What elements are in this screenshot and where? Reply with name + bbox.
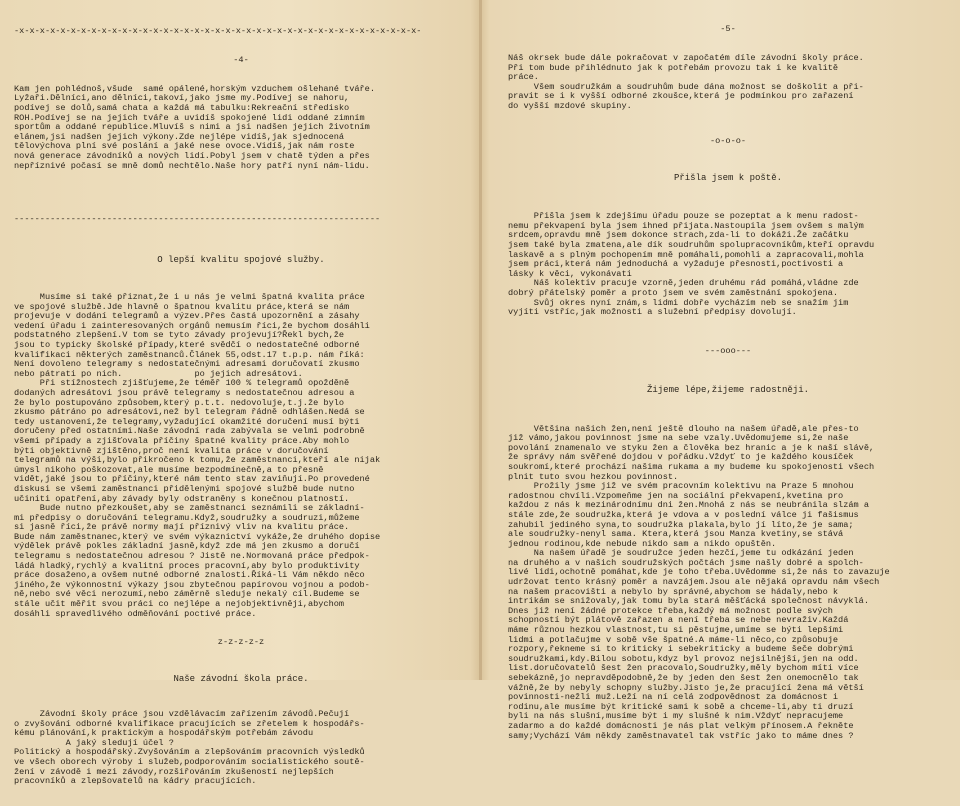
text-line: práce dosaženo,a ovšem nutné odborné znalosti.Říká-li Vám někdo něco	[14, 570, 365, 581]
text-line: rodinu,ale musíme být kritické sami k sobě a chceme-li,aby ti druzí	[508, 701, 854, 712]
text-line: každou z nás k mezinárodnímu dni žen.Mnohá z nás se neubránila slzám a	[508, 500, 869, 511]
article-title-prisla-jsem: Přišla jsem k poště.	[673, 172, 783, 183]
text-line: laskavě a s plným pochopením mně pomáhali,pomohli a zapracovali,mohla	[508, 249, 864, 260]
divider-ooo: -o-o-o-	[709, 135, 747, 146]
text-line: Přišla jsem k zdejšímu úřadu pouze se pozeptat a k menu radost-	[508, 211, 859, 222]
text-line: na druhého a v našich soudružských počtách jsme našly dobré a spolch-	[508, 557, 864, 568]
text-line: Na našem úřadě je soudružce jeden hezčí,jeme tu odkázání jeden	[508, 548, 854, 559]
article-title-spojova-sluzba: O lepší kvalitu spojové služby.	[157, 255, 325, 266]
text-line: dosáhli spravedlivého odměňování poctivé práce.	[14, 608, 257, 619]
page-number-left: -4-	[233, 54, 249, 65]
text-line: intrikám se snižovaly,jak tomu byla stará měšťácká společnost návyklá.	[508, 596, 869, 607]
text-line: pravit se i k vyšší odborné zkoušce,která je podmínkou pro zařazení	[508, 91, 854, 102]
text-line: Bude nutno přezkoušet,aby se zaměstnanci seznámili se základní-	[14, 503, 365, 514]
text-line: mi předpisy o doručování telegramu.Když,soudružky a soudruzi,můžeme	[14, 512, 360, 523]
text-line: nepříznivé počasí se mně domů nechtělo.Naše hory patří nyní nám-lidu.	[14, 160, 370, 171]
text-line: byli na nás slušní,musíme být i my slušné k nim.Vždyť nepracujeme	[508, 711, 844, 722]
text-line: jiného,že výkonnostní výkazy jsou zbytečnou papírovou vojnou a podob-	[14, 579, 370, 590]
text-line: stále zde,že soudružka,která je vdova a v poslední válce ji fašismus	[508, 509, 859, 520]
right-page-text	[482, 0, 960, 760]
text-line: býti objektivně zjištěno,proč není kvalita práce v doručování	[14, 445, 329, 456]
text-line: povinnosti-nežli muž.Leží na ní celá zodpovědnost za domácnost i	[508, 692, 839, 703]
text-line: dodaných adresátovi jsou právě telegramy s nedostatečnou adresou a	[14, 387, 355, 398]
text-line: Kam jen pohlédnoš,všude samé opálené,horským vzduchem ošlehané tváře.	[14, 83, 375, 94]
text-line: úmysl nikoho poškozovat,ale musíme bezpodmínečně,a to přesně	[14, 464, 324, 475]
text-line: na našem pracovišti a nebylo by správné,abychom se hádaly,nebo k	[508, 586, 839, 597]
text-line: schopností být plátově zařazen a není třeba se nebe nevraživ.Každá	[508, 615, 849, 626]
text-line: sebekázně,jo nepravděpodobně,že by jeden den šest žen onemocnělo tak	[508, 673, 859, 683]
text-line: povolání znamenalo ve styku žen a člověka bez hranic a je k naší slávě,	[508, 442, 875, 453]
text-line: Není dovoleno telegramy s nedostatečnými adresami doručovatí zkusmo	[14, 359, 360, 370]
text-line: o zvyšování odborné kvalifikace pracujících se zřetelem k hospodářs-	[14, 718, 365, 729]
text-line: Náš okrsek bude dále pokračovat v započatém díle závodní školy práce.	[508, 52, 864, 63]
text-line: Svůj okres nyní znám,s lidmi dobře vycházím neb se snažím jim	[508, 297, 849, 308]
text-line: žení v závodě i mezi závody,rozšiřováním zkušeností nejlepších	[14, 766, 334, 777]
continuation-paragraph	[508, 54, 948, 112]
text-line: Bude nám zaměstnanec,který ve svém výkaznictví vykáže,že druhého dopise	[14, 531, 381, 542]
divider-ooo-2: ---ooo---	[704, 346, 752, 356]
article-body-prisla-jsem	[508, 212, 948, 318]
text-line: Všem soudružkám a soudruhům bude dána možnost se doškolit a při-	[508, 81, 864, 92]
text-line: všemi případy a zjišťovala příčiny špatné kvality práce.Aby mohlo	[14, 435, 350, 446]
text-line: livé lidi,ochotně pomáhat,kde je toho třeba.Uvědomme si,že nás to zavazuje	[508, 567, 890, 578]
text-line: Většina našich žen,není ještě dlouho na našem úřadě,ale přes-to	[508, 423, 859, 434]
text-line: do vyšší mzdové skupiny.	[508, 100, 632, 111]
text-line: radostnou chvíli.Vzpomeňme jen na sociální překvapení,kvetina pro	[508, 490, 844, 501]
text-line: ládá hladký,rychlý a kvalitní proces pracovní,aby bylo produktivity	[14, 560, 360, 571]
text-line: že správy nám svěřené dojdou v pořádku.Vždyť to je každého kousíček	[508, 452, 854, 463]
text-line: rozpory,řekneme si to kriticky i sebekriticky a budeme šeče dobrými	[508, 644, 854, 655]
text-line: že bylo postupováno způsobem,který p.t.t. nedovoluje,t.j.že bylo	[14, 397, 345, 408]
page-number-right: -5-	[720, 24, 736, 35]
text-line: soudružkami,kdy.Bilou sobotu,kdyz byl provoz nejsilnější,jen na odd.	[508, 653, 859, 664]
text-line: A jaký sledují účel ?	[14, 737, 174, 748]
text-line: ROH.Podívej se na jejich tváře a uvidíš spokojené lidi oddané zimním	[14, 112, 365, 123]
text-line: diskusi se všemi zaměstnanci přidělenými spojové službě bude nutno	[14, 483, 355, 494]
text-line: Musíme si také přiznat,že i u nás je velmi špatná kvalita práce	[14, 292, 365, 303]
text-line: vedení úřadu i zainteresovaných orgánů nemusím říci,že bychom dosáhli	[14, 320, 370, 331]
right-page	[482, 0, 960, 741]
text-line: jsem také byla zmatena,ale dík soudruhům spolupracovníkům,kteří opravdu	[508, 240, 875, 251]
text-line: telegramů na výši,bylo přikročeno k tomu,že zaměstnanci,kteří ale nijak	[14, 455, 381, 466]
text-line: ve spojové službě.Jde hlavně o špatnou kvalitu práce,která se nám	[14, 301, 350, 312]
text-line: vidět,jaké jsou to příčiny,které nám tento stav zaviňují.Po provedené	[14, 474, 370, 485]
text-line: výdělek právě pokles základní jasně,když zde má jen zkusmo a doručí	[14, 541, 360, 552]
text-line: kému plánování,k praktickým a hospodářským potřebám závodu	[14, 728, 314, 739]
text-line: nemu překvapení byla jsem ihned přijata.Nastoupila jsem ovšem s malým	[508, 220, 864, 231]
text-line: Při tom bude přihlédnuto jak k potřebám provozu tak i ke kvalitě	[508, 62, 839, 73]
article-title-skola-prace: Naše závodní škola práce.	[173, 674, 309, 685]
article-body-spojova-sluzba	[14, 293, 468, 619]
text-line: elánem,jsi nadšen jejich výkony.Zde nejlépe vidíš,jak sjednocená	[14, 131, 345, 142]
text-line: nebo pátrati po nich. po jejich adresátovi.	[14, 368, 303, 379]
text-line: tělovýchova plní své poslání a jaké nese ovoce.Vidíš,jak nám roste	[14, 141, 355, 152]
text-line: si jasně říci,že právě normy mají příznivý vliv na kvalitu práce.	[14, 522, 350, 533]
text-line: ve všech oborech výroby i služeb,podporováním socialistického soutě-	[14, 756, 365, 767]
text-line: udržovat tento krásný poměr a navzájem.Jsou ale nějaká opravdu nám všech	[508, 577, 880, 588]
text-line: podívej se dolů,samá chata a každá má tabulku:Rekreační středisko	[14, 102, 350, 113]
text-line: vážně,že by nebyly schopny služby.Jisto je,že pracující žena má větší	[508, 682, 864, 693]
text-line: práce.	[508, 72, 539, 83]
intro-paragraph	[14, 85, 468, 171]
text-line: lásky k věci, vykonávati	[508, 268, 632, 279]
text-line: Dnes již není žádné protekce třeba,každý má možnost podle svých	[508, 605, 833, 616]
left-page	[0, 0, 478, 787]
text-line: lidmi a potlačujme v sobě vše špatné.A máme-li něco,co způsobuje	[508, 634, 839, 645]
text-line: soukromí,které prochází našima rukama a my budeme ku spokojenosti všech	[508, 461, 875, 472]
text-line: podstatného zlepšení.V tom se tyto závady projevují?Řekl bych,že	[14, 330, 345, 341]
text-line: Při stížnostech zjišťujeme,že téměř 100 % telegramů opožděně	[14, 378, 350, 389]
text-line: jsem práci,která nám jednoduchá a vyžaduje přesnosti,poctivosti a	[508, 259, 844, 270]
text-line: samy;Vychází Vám někdy zaměstnavatel tak vstříc jako to máme dnes ?	[508, 730, 854, 741]
text-line: dobrý přátelský poměr a proto jsem ve svém zaměstnání spokojena.	[508, 288, 839, 299]
text-line: jednou rodinou,kde nebude nikdo sam a nikdo opuštěn.	[508, 538, 777, 549]
article-end-mark: z-z-z-z-z	[217, 637, 265, 648]
article-title-zijeme-lepe: Žijeme lépe,žijeme radostněji.	[646, 384, 810, 395]
text-line: zahubil jediného syna,to soudružka plakala,bylo jí líto,že je sama;	[508, 519, 854, 530]
text-line: Politický a hospodářský.Zvyšováním a zlepšováním pracovních výsledků	[14, 747, 365, 758]
text-line: tedy ustanovení,že telegramy,vyžadující okamžité doručení musí býti	[14, 416, 360, 427]
top-rule: -x-x-x-x-x-x-x-x-x-x-x-x-x-x-x-x-x-x-x-x-x-x-x-x-x-x-x-x-x-x-x-x-x-x-x-x-x-x-x-	[14, 26, 422, 37]
article-body-zijeme-lepe	[508, 425, 948, 742]
text-line: ale soudružky-nenyl sama. Ktera,která jsou Manza kvetiny,se stává	[508, 529, 844, 540]
text-line: již vámo,jakou povinnost jsme na sebe vzaly.Uvědomujeme si,že naše	[508, 433, 849, 444]
text-line: Lyžaři.Dělníci,ano dělníci,takoví,jako jsme my.Podívej se nahoru,	[14, 93, 350, 104]
text-line: srdcem,opravdu mně jsem dokonce strach,zda-li to dokáži.Že začátku	[508, 230, 849, 241]
text-line: plnit tuto svou hezkou povinnost.	[508, 471, 679, 482]
text-line: Náš kolektiv pracuje vzorně,jeden druhému rád pomáhá,vládne zde	[508, 278, 859, 289]
text-line: pracovníků a zlepšovatelů na kádry pracujících.	[14, 776, 257, 787]
text-line: Prožily jsme již ve svém pracovním kolektivu na Praze 5 mnohou	[508, 481, 854, 492]
text-line: stále učit měřit svou práci co nejlépe a nejobjektivněji,abychom	[14, 599, 345, 610]
text-line: nová generace závodníků a nových lidí.Pobyl jsem v chatě týden a přes	[14, 150, 370, 161]
text-line: zkusmo pátráno po adresátovi,než byl telegram řádně odhlášen.Nedá se	[14, 407, 365, 418]
text-line: kvalifikaci některých zaměstnanců.Článek 55,odst.17 t.p.p. nám říká:	[14, 349, 365, 360]
text-line: sportům a oddané republice.Mluvíš s nimi a jsi nadšen jejich životním	[14, 122, 370, 133]
text-line: doručeny před ostatními.Naše závodní rada zabývala se velmi podrobně	[14, 426, 365, 437]
text-line: list.doručovatelů šest žen pracovalo,Soudružky,měly bychom míti více	[508, 663, 859, 674]
text-line: jsou to typicky školské případy,které svědčí o nedostatečné odborné	[14, 340, 360, 350]
left-page-text	[0, 0, 478, 806]
section-rule: -----------------------------------------------------------------------	[14, 214, 381, 225]
article-body-skola-prace	[14, 710, 468, 787]
text-line: telegramu s nedostatečnou adresou ? Jistě ne.Normovaná práce předpok-	[14, 551, 370, 562]
text-line: učiniti opatření,aby závady byly odstraněny s konečnou platností.	[14, 493, 350, 504]
text-line: Závodní školy práce jsou vzdělávacím zařízením závodů.Pečují	[14, 708, 350, 719]
text-line: projevuje v dodání telegramů a výzev.Přes častá upozornění a zásahy	[14, 311, 360, 322]
text-line: vyjíti vstříc,jak možnosti a služební předpisy dovolují.	[508, 307, 797, 318]
text-line: máme různou hezkou vlastnost,tu si pěstujme,umíme se býti lepšími	[508, 625, 844, 636]
text-line: zadarmo a do každé domácnosti je nás plat velkým přínosem.A řekněte	[508, 720, 854, 731]
text-line: ně,nebo své věci nerozumí,nebo záměrně sleduje nekalý cíl.Budeme se	[14, 589, 360, 600]
